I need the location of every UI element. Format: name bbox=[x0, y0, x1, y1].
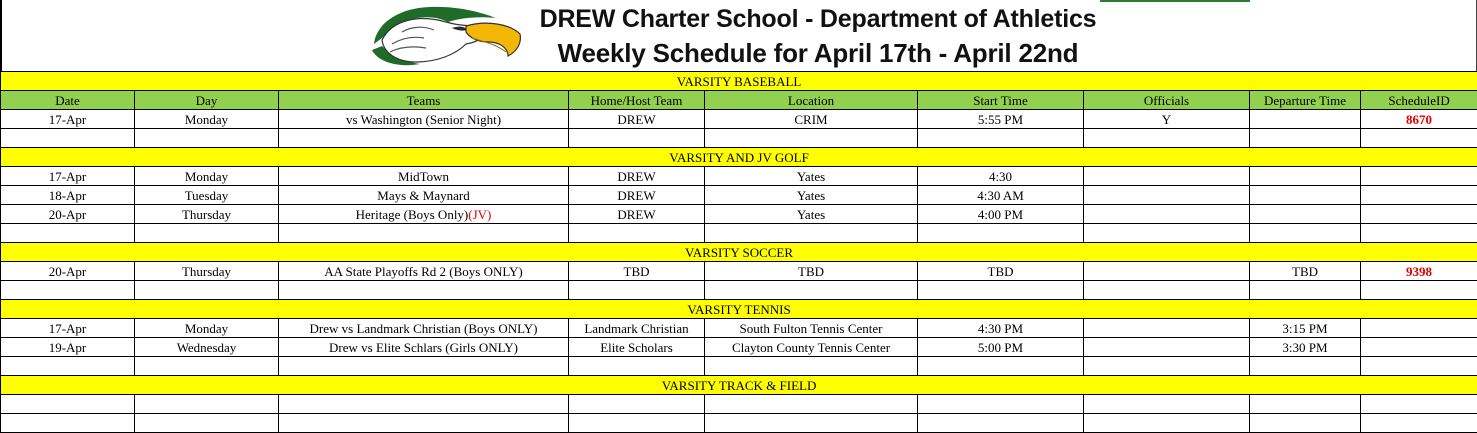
empty-cell[interactable] bbox=[705, 414, 918, 433]
empty-cell[interactable] bbox=[705, 129, 918, 148]
cell-teams[interactable] bbox=[279, 205, 569, 224]
empty-cell[interactable] bbox=[1250, 414, 1361, 433]
empty-cell[interactable] bbox=[918, 395, 1084, 414]
col-header-start-time[interactable]: Start Time bbox=[918, 91, 1084, 110]
cell-location[interactable]: Yates bbox=[705, 167, 918, 186]
empty-row bbox=[1, 224, 1477, 243]
section-title[interactable]: VARSITY BASEBALL bbox=[1, 72, 1477, 91]
cell-departure[interactable]: 3:30 PM bbox=[1250, 338, 1361, 357]
empty-row bbox=[1, 129, 1477, 148]
empty-cell[interactable] bbox=[1250, 281, 1361, 300]
empty-cell[interactable] bbox=[918, 281, 1084, 300]
cell-start[interactable]: 5:00 PM bbox=[918, 338, 1084, 357]
table-row bbox=[1, 205, 1477, 224]
col-header-location[interactable]: Location bbox=[705, 91, 918, 110]
empty-cell[interactable] bbox=[1361, 414, 1477, 433]
cell-date[interactable]: 17-Apr bbox=[1, 319, 135, 338]
section-row-golf bbox=[1, 148, 1477, 167]
cell-start[interactable]: 4:30 AM bbox=[918, 186, 1084, 205]
empty-cell[interactable] bbox=[705, 281, 918, 300]
cell-teams[interactable]: Mays & Maynard bbox=[279, 186, 569, 205]
empty-cell[interactable] bbox=[1361, 395, 1477, 414]
cell-host[interactable]: DREW bbox=[569, 167, 705, 186]
empty-cell[interactable] bbox=[135, 281, 279, 300]
section-row-baseball bbox=[1, 72, 1477, 91]
empty-cell[interactable] bbox=[1084, 414, 1250, 433]
empty-cell[interactable] bbox=[918, 129, 1084, 148]
cell-host[interactable]: Landmark Christian bbox=[569, 319, 705, 338]
empty-cell[interactable] bbox=[705, 357, 918, 376]
empty-cell[interactable] bbox=[1084, 129, 1250, 148]
cell-departure[interactable] bbox=[1250, 205, 1361, 224]
cell-officials[interactable]: Y bbox=[1084, 110, 1250, 129]
schedule-table bbox=[0, 71, 1477, 433]
cell-date[interactable]: 17-Apr bbox=[1, 167, 135, 186]
cell-start[interactable]: 4:00 PM bbox=[918, 205, 1084, 224]
table-row bbox=[1, 110, 1477, 129]
empty-cell[interactable] bbox=[1084, 224, 1250, 243]
section-title[interactable]: VARSITY TRACK & FIELD bbox=[1, 376, 1477, 395]
cell-day[interactable]: Thursday bbox=[135, 205, 279, 224]
empty-cell[interactable] bbox=[279, 281, 569, 300]
cell-schedule-id[interactable]: 9398 bbox=[1361, 262, 1477, 281]
cell-date[interactable]: 20-Apr bbox=[1, 205, 135, 224]
cell-day[interactable]: Monday bbox=[135, 319, 279, 338]
col-header-departure[interactable]: Departure Time bbox=[1250, 91, 1361, 110]
col-header-day[interactable]: Day bbox=[135, 91, 279, 110]
empty-row bbox=[1, 357, 1477, 376]
section-row-soccer bbox=[1, 243, 1477, 262]
cell-host[interactable]: DREW bbox=[569, 205, 705, 224]
empty-cell[interactable] bbox=[1361, 281, 1477, 300]
empty-cell[interactable] bbox=[135, 129, 279, 148]
table-row bbox=[1, 262, 1477, 281]
cell-departure[interactable]: TBD bbox=[1250, 262, 1361, 281]
cell-day[interactable]: Tuesday bbox=[135, 186, 279, 205]
table-row bbox=[1, 167, 1477, 186]
section-title[interactable]: VARSITY SOCCER bbox=[1, 243, 1477, 262]
cell-officials[interactable] bbox=[1084, 262, 1250, 281]
empty-cell[interactable] bbox=[1361, 224, 1477, 243]
cell-schedule-id[interactable]: 8670 bbox=[1361, 110, 1477, 129]
empty-cell[interactable] bbox=[279, 129, 569, 148]
cell-departure[interactable] bbox=[1250, 167, 1361, 186]
empty-cell[interactable] bbox=[569, 281, 705, 300]
table-row bbox=[1, 338, 1477, 357]
empty-cell[interactable] bbox=[569, 395, 705, 414]
cell-start[interactable]: 5:55 PM bbox=[918, 110, 1084, 129]
cell-officials[interactable] bbox=[1084, 338, 1250, 357]
empty-row bbox=[1, 414, 1477, 433]
section-row-track bbox=[1, 376, 1477, 395]
empty-cell[interactable] bbox=[1250, 129, 1361, 148]
cell-host[interactable]: Elite Scholars bbox=[569, 338, 705, 357]
empty-row bbox=[1, 281, 1477, 300]
cell-teams[interactable]: AA State Playoffs Rd 2 (Boys ONLY) bbox=[279, 262, 569, 281]
empty-cell[interactable] bbox=[1084, 281, 1250, 300]
empty-cell[interactable] bbox=[279, 224, 569, 243]
cell-location[interactable]: CRIM bbox=[705, 110, 918, 129]
cell-officials[interactable] bbox=[1084, 186, 1250, 205]
cell-date[interactable]: 18-Apr bbox=[1, 186, 135, 205]
teams-text: Heritage (Boys Only) bbox=[356, 207, 469, 222]
empty-cell[interactable] bbox=[705, 224, 918, 243]
empty-cell[interactable] bbox=[1, 129, 135, 148]
cell-date[interactable]: 19-Apr bbox=[1, 338, 135, 357]
cell-teams[interactable]: Drew vs Elite Schlars (Girls ONLY) bbox=[279, 338, 569, 357]
col-header-schedule-id[interactable]: ScheduleID bbox=[1361, 91, 1477, 110]
cell-host[interactable]: DREW bbox=[569, 110, 705, 129]
section-title[interactable]: VARSITY TENNIS bbox=[1, 300, 1477, 319]
selection-edge bbox=[1100, 0, 1250, 2]
sheet-header bbox=[0, 0, 1477, 71]
cell-start[interactable]: 4:30 PM bbox=[918, 319, 1084, 338]
cell-start[interactable]: TBD bbox=[918, 262, 1084, 281]
empty-cell[interactable] bbox=[1, 414, 135, 433]
empty-cell[interactable] bbox=[1250, 395, 1361, 414]
empty-cell[interactable] bbox=[569, 129, 705, 148]
cell-date[interactable]: 17-Apr bbox=[1, 110, 135, 129]
empty-cell[interactable] bbox=[135, 395, 279, 414]
empty-cell[interactable] bbox=[918, 224, 1084, 243]
cell-schedule-id[interactable] bbox=[1361, 205, 1477, 224]
empty-cell[interactable] bbox=[918, 357, 1084, 376]
cell-teams[interactable]: vs Washington (Senior Night) bbox=[279, 110, 569, 129]
cell-location[interactable]: Yates bbox=[705, 186, 918, 205]
cell-location[interactable]: TBD bbox=[705, 262, 918, 281]
jv-tag: (JV) bbox=[468, 207, 491, 222]
col-header-date[interactable]: Date bbox=[1, 91, 135, 110]
cell-officials[interactable] bbox=[1084, 319, 1250, 338]
empty-cell[interactable] bbox=[1, 395, 135, 414]
empty-cell[interactable] bbox=[1, 281, 135, 300]
empty-cell[interactable] bbox=[1361, 357, 1477, 376]
page-subtitle: Weekly Schedule for April 17th - April 22nd bbox=[478, 38, 1158, 69]
empty-cell[interactable] bbox=[135, 414, 279, 433]
col-header-host[interactable]: Home/Host Team bbox=[569, 91, 705, 110]
cell-day[interactable]: Monday bbox=[135, 167, 279, 186]
cell-day[interactable]: Monday bbox=[135, 110, 279, 129]
empty-cell[interactable] bbox=[279, 414, 569, 433]
cell-location[interactable]: South Fulton Tennis Center bbox=[705, 319, 918, 338]
column-header-row bbox=[1, 91, 1477, 110]
cell-location[interactable]: Yates bbox=[705, 205, 918, 224]
empty-cell[interactable] bbox=[1, 224, 135, 243]
cell-schedule-id[interactable] bbox=[1361, 167, 1477, 186]
empty-cell[interactable] bbox=[1084, 357, 1250, 376]
cell-day[interactable]: Wednesday bbox=[135, 338, 279, 357]
empty-cell[interactable] bbox=[1084, 395, 1250, 414]
empty-cell[interactable] bbox=[1361, 129, 1477, 148]
table-row bbox=[1, 319, 1477, 338]
cell-schedule-id[interactable] bbox=[1361, 319, 1477, 338]
cell-schedule-id[interactable] bbox=[1361, 186, 1477, 205]
empty-cell[interactable] bbox=[569, 357, 705, 376]
cell-departure[interactable] bbox=[1250, 186, 1361, 205]
empty-cell[interactable] bbox=[1250, 224, 1361, 243]
empty-cell[interactable] bbox=[135, 357, 279, 376]
section-row-tennis bbox=[1, 300, 1477, 319]
cell-departure[interactable] bbox=[1250, 110, 1361, 129]
empty-cell[interactable] bbox=[1250, 357, 1361, 376]
cell-officials[interactable] bbox=[1084, 167, 1250, 186]
empty-cell[interactable] bbox=[1, 357, 135, 376]
col-header-teams[interactable]: Teams bbox=[279, 91, 569, 110]
page-title: DREW Charter School - Department of Athletics bbox=[478, 5, 1158, 34]
cell-officials[interactable] bbox=[1084, 205, 1250, 224]
empty-cell[interactable] bbox=[569, 224, 705, 243]
empty-cell[interactable] bbox=[569, 414, 705, 433]
cell-departure[interactable]: 3:15 PM bbox=[1250, 319, 1361, 338]
cell-start[interactable]: 4:30 bbox=[918, 167, 1084, 186]
empty-cell[interactable] bbox=[135, 224, 279, 243]
cell-teams[interactable]: MidTown bbox=[279, 167, 569, 186]
empty-cell[interactable] bbox=[705, 395, 918, 414]
table-row bbox=[1, 186, 1477, 205]
section-title[interactable]: VARSITY AND JV GOLF bbox=[1, 148, 1477, 167]
cell-date[interactable]: 20-Apr bbox=[1, 262, 135, 281]
col-header-officials[interactable]: Officials bbox=[1084, 91, 1250, 110]
cell-location[interactable]: Clayton County Tennis Center bbox=[705, 338, 918, 357]
cell-host[interactable]: TBD bbox=[569, 262, 705, 281]
cell-host[interactable]: DREW bbox=[569, 186, 705, 205]
cell-day[interactable]: Thursday bbox=[135, 262, 279, 281]
cell-schedule-id[interactable] bbox=[1361, 338, 1477, 357]
cell-teams[interactable]: Drew vs Landmark Christian (Boys ONLY) bbox=[279, 319, 569, 338]
empty-cell[interactable] bbox=[918, 414, 1084, 433]
empty-row bbox=[1, 395, 1477, 414]
empty-cell[interactable] bbox=[279, 395, 569, 414]
empty-cell[interactable] bbox=[279, 357, 569, 376]
